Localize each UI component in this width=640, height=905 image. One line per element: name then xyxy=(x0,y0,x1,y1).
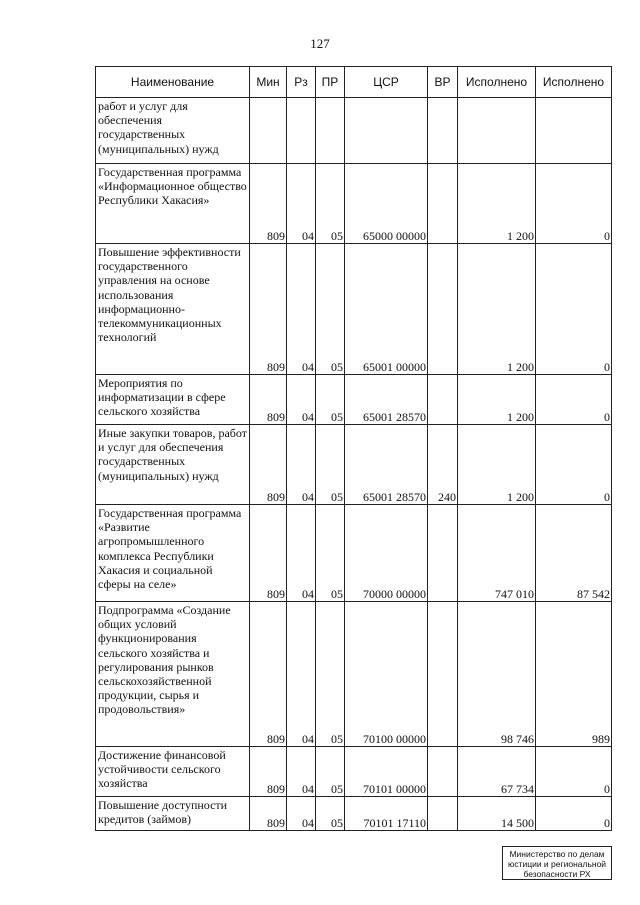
table-row xyxy=(96,375,612,425)
row-name: Достижение финансовой устойчивости сельского хозяйства xyxy=(96,747,250,797)
stamp-line-2: юстиции и региональной xyxy=(507,859,607,869)
row-vr xyxy=(428,602,458,747)
header-vr: ВР xyxy=(428,67,458,98)
table-header-row xyxy=(96,67,612,98)
row-rz: 04 xyxy=(287,505,316,602)
header-rz: Рз xyxy=(287,67,316,98)
stamp-line-1: Министерство по делам xyxy=(509,849,605,859)
row-executed-1: 1 200 xyxy=(458,244,536,375)
row-name: Иные закупки товаров, работ и услуг для обеспечения государственных (муниципальных) нужд xyxy=(96,425,250,505)
row-vr xyxy=(428,164,458,244)
row-executed-2 xyxy=(536,98,612,164)
row-csr: 65001 00000 xyxy=(345,244,428,375)
header-min: Мин xyxy=(250,67,287,98)
row-vr xyxy=(428,747,458,797)
row-min: 809 xyxy=(250,505,287,602)
row-pr: 05 xyxy=(316,505,345,602)
row-rz: 04 xyxy=(287,797,316,831)
table-row xyxy=(96,747,612,797)
budget-table xyxy=(95,66,612,831)
row-min: 809 xyxy=(250,747,287,797)
row-csr: 65001 28570 xyxy=(345,375,428,425)
row-pr: 05 xyxy=(316,425,345,505)
row-rz xyxy=(287,98,316,164)
row-min: 809 xyxy=(250,425,287,505)
row-executed-1: 14 500 xyxy=(458,797,536,831)
row-vr xyxy=(428,98,458,164)
row-rz: 04 xyxy=(287,425,316,505)
row-csr: 70100 00000 xyxy=(345,602,428,747)
row-pr: 05 xyxy=(316,797,345,831)
row-pr: 05 xyxy=(316,164,345,244)
row-name: работ и услуг для обеспечения государственных (муниципальных) нужд xyxy=(96,98,250,164)
row-executed-1: 1 200 xyxy=(458,164,536,244)
stamp-line-3: безопасности РХ xyxy=(523,869,591,879)
row-executed-2: 989 xyxy=(536,602,612,747)
row-executed-1: 1 200 xyxy=(458,425,536,505)
row-name: Подпрограмма «Создание общих условий функционирования сельского хозяйства и регулирования рынков сельскохозяйственной продукции, сырья и продовольствия» xyxy=(96,602,250,747)
row-vr xyxy=(428,244,458,375)
row-min: 809 xyxy=(250,244,287,375)
table-row xyxy=(96,602,612,747)
row-min: 809 xyxy=(250,164,287,244)
row-rz: 04 xyxy=(287,164,316,244)
row-executed-2: 87 542 xyxy=(536,505,612,602)
row-executed-1: 1 200 xyxy=(458,375,536,425)
table-row xyxy=(96,425,612,505)
row-name: Повышение доступности кредитов (займов) xyxy=(96,797,250,831)
row-executed-1: 98 746 xyxy=(458,602,536,747)
row-name: Мероприятия по информатизации в сфере сельского хозяйства xyxy=(96,375,250,425)
row-csr: 65001 28570 xyxy=(345,425,428,505)
row-pr xyxy=(316,98,345,164)
row-csr: 65000 00000 xyxy=(345,164,428,244)
row-executed-1: 747 010 xyxy=(458,505,536,602)
row-executed-1: 67 734 xyxy=(458,747,536,797)
row-min: 809 xyxy=(250,797,287,831)
row-csr: 70101 00000 xyxy=(345,747,428,797)
row-rz: 04 xyxy=(287,747,316,797)
row-pr: 05 xyxy=(316,602,345,747)
row-vr: 240 xyxy=(428,425,458,505)
table-row xyxy=(96,164,612,244)
row-vr xyxy=(428,797,458,831)
row-name: Государственная программа «Развитие агропромышленного комплекса Республики Хакасия и социальной сферы на селе» xyxy=(96,505,250,602)
ministry-stamp xyxy=(502,846,612,880)
row-name: Повышение эффективности государственного управления на основе использования информационно-телекоммуникационных технологий xyxy=(96,244,250,375)
row-csr: 70101 17110 xyxy=(345,797,428,831)
row-executed-2: 0 xyxy=(536,747,612,797)
header-executed-1: Исполнено xyxy=(458,67,536,98)
header-pr: ПР xyxy=(316,67,345,98)
header-csr: ЦСР xyxy=(345,67,428,98)
row-pr: 05 xyxy=(316,244,345,375)
row-csr: 70000 00000 xyxy=(345,505,428,602)
header-executed-2: Исполнено xyxy=(536,67,612,98)
table-row xyxy=(96,244,612,375)
row-vr xyxy=(428,375,458,425)
page-number: 127 xyxy=(310,36,330,51)
row-name: Государственная программа «Информационное общество Республики Хакасия» xyxy=(96,164,250,244)
row-rz: 04 xyxy=(287,375,316,425)
row-executed-1 xyxy=(458,98,536,164)
row-pr: 05 xyxy=(316,375,345,425)
row-executed-2: 0 xyxy=(536,375,612,425)
row-min: 809 xyxy=(250,375,287,425)
row-csr xyxy=(345,98,428,164)
row-executed-2: 0 xyxy=(536,425,612,505)
table-row xyxy=(96,797,612,831)
row-vr xyxy=(428,505,458,602)
row-min xyxy=(250,98,287,164)
row-pr: 05 xyxy=(316,747,345,797)
row-rz: 04 xyxy=(287,602,316,747)
header-name: Наименование xyxy=(96,67,250,98)
table-row xyxy=(96,505,612,602)
row-executed-2: 0 xyxy=(536,164,612,244)
row-executed-2: 0 xyxy=(536,797,612,831)
row-rz: 04 xyxy=(287,244,316,375)
row-min: 809 xyxy=(250,602,287,747)
table-row xyxy=(96,98,612,164)
row-executed-2: 0 xyxy=(536,244,612,375)
